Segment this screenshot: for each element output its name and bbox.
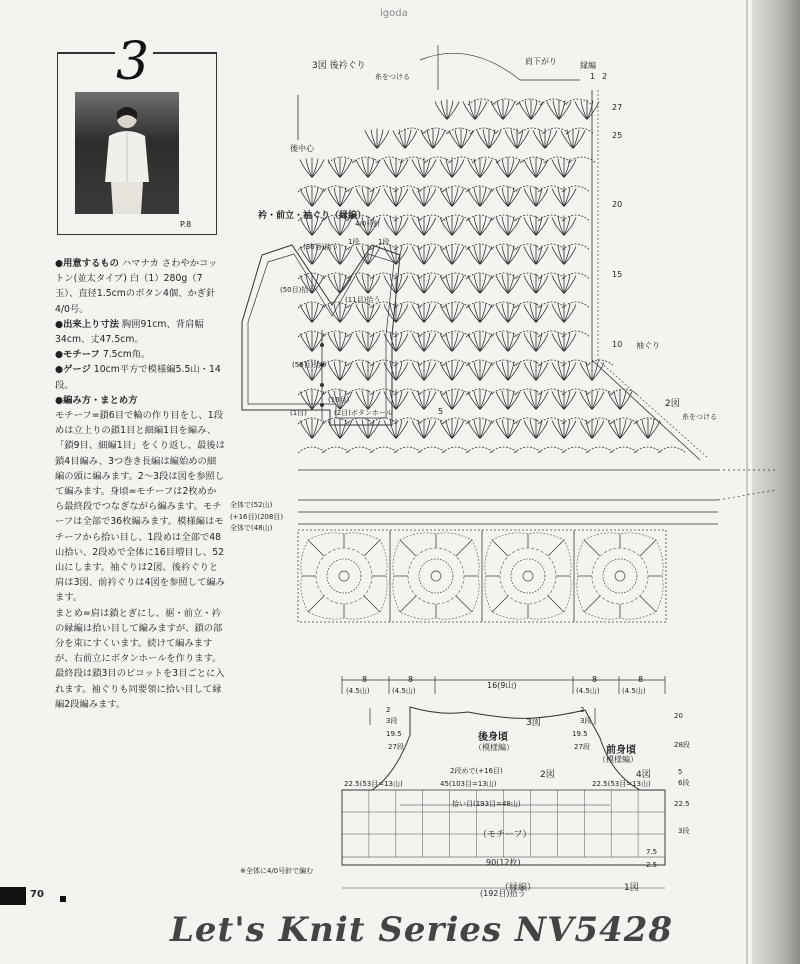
stitch-mark [496, 332, 520, 352]
armhole-label: 袖ぐり [636, 341, 660, 350]
stitch-mark [412, 216, 436, 236]
stitch-mark [440, 361, 464, 381]
stitch-mark [384, 216, 408, 236]
body-fig2: 2図 [540, 770, 555, 780]
stitch-mark [562, 447, 590, 453]
stitch-mark [300, 332, 324, 352]
stitch-mark [346, 186, 374, 192]
border-label: 縁編 [580, 61, 596, 70]
stitch-mark [514, 186, 542, 192]
collar-tick-1: 1段 [348, 238, 360, 246]
right-width-225: 22.5(53目=13山) [592, 780, 651, 788]
stitch-mark [435, 100, 459, 120]
stitch-mark [418, 447, 446, 453]
collar-1: (1目) [290, 409, 307, 417]
header-label: igoda [380, 8, 408, 19]
row-27: 27 [612, 103, 623, 112]
shoulder-label: 肩下がり [525, 57, 557, 66]
height-195: 19.5 [386, 730, 402, 738]
row2-increase: 2段めで(+16目) [450, 767, 503, 775]
stitch-mark [356, 187, 380, 207]
width-8-c: 8 [592, 675, 598, 684]
width-16: 16(9山) [487, 681, 517, 690]
motif-label: ●モチーフ [55, 349, 100, 361]
stitch-mark [514, 418, 542, 424]
stitch-mark [552, 419, 576, 439]
total-208: (+16目)(208目) [230, 513, 284, 521]
stitch-mark [328, 303, 352, 323]
stitch-mark [524, 158, 548, 178]
page-marker [60, 896, 66, 902]
stitch-mark [356, 158, 380, 178]
stitch-mark [524, 274, 548, 294]
stitch-mark [580, 390, 604, 410]
stitch-mark [384, 187, 408, 207]
stitch-mark [370, 447, 398, 453]
stitch-mark [468, 303, 492, 323]
stitch-mark [514, 273, 542, 279]
stitch-mark [365, 129, 389, 149]
stitch-mark [322, 447, 350, 453]
back-body-sub: （模様編） [474, 743, 514, 752]
motif-label: （モチーフ） [478, 830, 532, 840]
stitch-mark [492, 99, 520, 105]
photo-page-ref: P.8 [180, 220, 192, 229]
stitch-mark [524, 245, 548, 265]
width-8-a: 8 [362, 675, 368, 684]
back-width-45: 45(103目=13山) [440, 780, 497, 788]
stitch-mark [586, 360, 614, 366]
fig2-label: 2図 [665, 399, 680, 409]
total-52: 全体で(52山) [230, 501, 273, 509]
stitch-mark [468, 245, 492, 265]
thread-join-label: 糸をつける [375, 73, 410, 81]
stitch-mark [524, 303, 548, 323]
stitch-mark [300, 158, 324, 178]
stitch-mark [552, 361, 576, 381]
stitch-mark [468, 361, 492, 381]
width-8-d: 8 [638, 675, 644, 684]
stitch-mark [412, 187, 436, 207]
stitch-mark [328, 274, 352, 294]
page-tab-bar [0, 887, 26, 905]
stitch-mark [468, 274, 492, 294]
stitch-mark [468, 216, 492, 236]
stitch-mark [468, 158, 492, 178]
body-fig4: 4図 [636, 770, 651, 780]
stitch-mark [552, 187, 576, 207]
stitch-mark [346, 360, 374, 366]
border-label-body: （縁編） [500, 883, 537, 893]
motif-text: 7.5cm角。 [102, 349, 151, 361]
stitch-mark [514, 360, 542, 366]
stitch-mark [356, 390, 380, 410]
stitch-mark [496, 390, 520, 410]
stitch-mark [608, 390, 632, 410]
materials-label: ●用意するもの [55, 258, 119, 269]
gauge-label: ●ゲージ [55, 364, 91, 376]
stitch-mark [586, 418, 614, 424]
stitch-mark [384, 158, 408, 178]
width-192: (192目)拾う [480, 889, 526, 898]
stitch-mark [418, 360, 446, 366]
stitch-mark [394, 447, 422, 453]
right-dim-5: 5 [678, 768, 683, 776]
border-row-2: 2 [602, 72, 608, 81]
stitch-mark [384, 390, 408, 410]
stitch-mark [418, 273, 446, 279]
stitch-mark [384, 245, 408, 265]
stitch-mark [412, 303, 436, 323]
collar-50: (50目)拾う [280, 286, 316, 294]
right-dim-3: 3段 [678, 827, 690, 835]
stitch-mark [418, 418, 446, 424]
stitch-mark [356, 361, 380, 381]
stitch-mark [422, 128, 450, 134]
stitch-mark [449, 129, 473, 149]
row-10: 10 [612, 340, 623, 349]
stitch-mark [658, 447, 686, 453]
stitch-mark [514, 215, 542, 221]
stitch-mark [346, 331, 374, 337]
fig3-title: 3図 後衿ぐり [312, 61, 366, 71]
stitch-mark [412, 332, 436, 352]
height-2-right: 2 [580, 706, 585, 714]
stitch-mark [468, 187, 492, 207]
stitch-mark [356, 332, 380, 352]
stitch-mark [418, 215, 446, 221]
height-3-right: 3段 [580, 717, 592, 725]
height-27: 27段 [388, 743, 404, 751]
stitch-mark [412, 274, 436, 294]
stitch-mark [634, 447, 662, 453]
stitch-mark [552, 390, 576, 410]
stitch-mark [421, 129, 445, 149]
stitch-mark [440, 390, 464, 410]
stitch-mark [496, 274, 520, 294]
front-body-label: 前身頃 [606, 745, 636, 756]
stitch-mark [356, 274, 380, 294]
stitch-mark [524, 216, 548, 236]
collar-30: (30目)拾う [303, 243, 339, 251]
stitch-mark [561, 129, 585, 149]
finish-text: まとめ=肩は鎖とぎにし、裾・前立・衿の縁編は拾い目して編みますが、鎖の部分を束にすくいます。続けて編みますが、右前立にボタンホールを作ります。最終段は鎖3目のピコットを3目ごとに入れます。袖ぐりも同要領に拾い目して縁編2段編みます。 [55, 607, 225, 710]
width-45-b: (4.5山) [392, 687, 416, 695]
stitch-mark [468, 419, 492, 439]
stitch-mark [440, 158, 464, 178]
method-text: モチーフ=鎖6目で輪の作り目をし、1段めは立上りの鎖1目と細編1目を編み、「鎖9目、細編1目」をくり返し、最後は鎖4目編み、3つ巻き長編は編始めの細編の頭に編みます。2～3段は図を参照して編みます。身頃=モチーフは2枚めから最終段でつなぎながら編みます。モチーフは全部で36枚編みます。模様編はモチーフから拾い目し、1段めは全部で48山拾い、2段めで全体に16目増目し、52山にします。袖ぐりは2図、後衿ぐりと肩は3図、前衿ぐりは4図を参照して編みます。 [55, 410, 225, 604]
stitch-mark [412, 245, 436, 265]
pickup-width: 拾い目(193目=48山) [452, 800, 521, 808]
stitch-mark [384, 419, 408, 439]
width-45-c: (4.5山) [576, 687, 600, 695]
stitch-mark [440, 245, 464, 265]
stitch-mark [524, 332, 548, 352]
stitch-mark [496, 419, 520, 439]
right-dim-28: 28段 [674, 741, 690, 749]
collar-11: (11目)拾う [345, 296, 381, 304]
stitch-mark [384, 361, 408, 381]
stitch-mark [524, 419, 548, 439]
body-fig1: 1図 [624, 883, 639, 893]
stitch-mark [418, 302, 446, 308]
stitch-mark [514, 389, 542, 395]
stitch-mark [328, 419, 352, 439]
materials-text: ハマナカ さわやかコットン(並太タイプ) 白（1）280g（7玉）、直径1.5cmのボタン4個、かぎ針4/0号。 [55, 258, 218, 315]
row-20: 20 [612, 200, 623, 209]
stitch-mark [418, 389, 446, 395]
height-195-right: 19.5 [572, 730, 588, 738]
stitch-mark [524, 187, 548, 207]
stitch-mark [418, 331, 446, 337]
row-15: 15 [612, 270, 623, 279]
stitch-mark [440, 187, 464, 207]
stitch-mark [636, 419, 660, 439]
height-27-right: 27段 [574, 743, 590, 751]
stitch-mark [300, 390, 324, 410]
row-5: 5 [438, 407, 444, 416]
page-number: 70 [30, 889, 44, 900]
stitch-mark [300, 303, 324, 323]
stitch-mark [346, 447, 374, 453]
stitch-mark [552, 245, 576, 265]
stitch-mark [580, 419, 604, 439]
stitch-mark [524, 361, 548, 381]
stitch-mark [412, 390, 436, 410]
stitch-mark [418, 244, 446, 250]
stitch-mark [505, 129, 529, 149]
stitch-mark [533, 129, 557, 149]
stitch-mark [538, 447, 566, 453]
stitch-mark [356, 303, 380, 323]
stitch-mark [424, 157, 452, 163]
stitch-mark [412, 158, 436, 178]
stitch-mark [514, 244, 542, 250]
border-row-1: 1 [590, 72, 596, 81]
stitch-mark [328, 187, 352, 207]
stitch-mark [566, 128, 594, 134]
stitch-mark [298, 447, 326, 453]
collar-56: (56目)拾う [292, 361, 328, 369]
stitch-mark [496, 303, 520, 323]
right-dim-6: 6段 [678, 779, 690, 787]
page-number-area [0, 884, 72, 908]
stitch-mark [514, 302, 542, 308]
stitch-mark [393, 129, 417, 149]
stitch-mark [608, 419, 632, 439]
needle-note: ※全体に4/0号針で編む [240, 867, 314, 875]
collar-buttonhole: (2目)ボタンホール [334, 409, 393, 417]
stitch-mark [552, 274, 576, 294]
stitch-mark [586, 447, 614, 453]
stitch-mark [490, 447, 518, 453]
stitch-mark [346, 418, 374, 424]
stitch-mark [496, 245, 520, 265]
size-text: 胸囲91cm、背肩幅34cm、丈47.5cm。 [55, 318, 204, 346]
stitch-mark [300, 419, 324, 439]
right-dim-75: 7.5 [646, 848, 658, 856]
method-label: ●編み方・まとめ方 [55, 394, 138, 406]
stitch-mark [440, 332, 464, 352]
stitch-mark [384, 332, 408, 352]
stitch-mark [610, 447, 638, 453]
stitch-mark [496, 216, 520, 236]
stitch-mark [412, 419, 436, 439]
stitch-mark [412, 361, 436, 381]
pattern-number: 3 [116, 32, 150, 92]
stitch-mark [552, 332, 576, 352]
stitch-mark [494, 128, 522, 134]
stitch-mark [328, 361, 352, 381]
stitch-mark [519, 100, 543, 120]
collar-16: (16目) [328, 396, 350, 404]
right-dim-25: 2.5 [646, 861, 658, 869]
center-back-label: 後中心 [290, 144, 314, 153]
stitch-mark [440, 274, 464, 294]
left-width-225: 22.5(53目=13山) [344, 780, 403, 788]
stitch-mark [586, 389, 614, 395]
stitch-mark [552, 303, 576, 323]
stitch-mark [463, 100, 487, 120]
yoke-pattern [298, 45, 775, 524]
collar-hook: 4/0号針 [355, 220, 381, 228]
stitch-mark [491, 100, 515, 120]
motif-row [298, 530, 666, 622]
width-8-b: 8 [408, 675, 414, 684]
stitch-mark [442, 447, 470, 453]
stitch-mark [440, 419, 464, 439]
series-title: Let's Knit Series NV5428 [170, 910, 674, 950]
width-45-a: (4.5山) [346, 687, 370, 695]
stitch-mark [514, 447, 542, 453]
stitch-mark [466, 447, 494, 453]
stitch-mark [564, 99, 592, 105]
stitch-mark [418, 186, 446, 192]
width-45-d: (4.5山) [622, 687, 646, 695]
width-90: 90(12枚) [486, 858, 521, 867]
stitch-mark [440, 303, 464, 323]
gauge-text: 10cm平方で模様編5.5山・14段。 [55, 364, 221, 391]
stitch-mark [300, 187, 324, 207]
collar-tick-2: 1段 [378, 238, 390, 246]
collar-title: 衿・前立・袖ぐり（縁編） [258, 211, 367, 221]
stitch-mark [468, 390, 492, 410]
stitch-mark [552, 216, 576, 236]
stitch-mark [575, 100, 599, 120]
right-dim-225: 22.5 [674, 800, 690, 808]
stitch-mark [524, 390, 548, 410]
row-25: 25 [612, 131, 623, 140]
stitch-mark [356, 419, 380, 439]
right-dim-20: 20 [674, 712, 683, 720]
stitch-mark [580, 361, 604, 381]
stitch-mark [468, 332, 492, 352]
stitch-mark [552, 158, 576, 178]
stitch-mark [496, 361, 520, 381]
stitch-mark [328, 332, 352, 352]
height-2: 2 [386, 706, 391, 714]
body-fig3: 3図 [526, 718, 541, 728]
thread-join-label-2: 糸をつける [682, 413, 717, 421]
stitch-mark [346, 389, 374, 395]
stitch-mark [440, 216, 464, 236]
size-label: ●出来上り寸法 [55, 318, 119, 330]
back-body-label: 後身頃 [478, 732, 508, 743]
stitch-mark [514, 331, 542, 337]
total-48: 全体で(48山) [230, 524, 273, 532]
front-body-sub: （模様編） [598, 755, 638, 764]
height-3: 3段 [386, 717, 398, 725]
stitch-mark [496, 187, 520, 207]
